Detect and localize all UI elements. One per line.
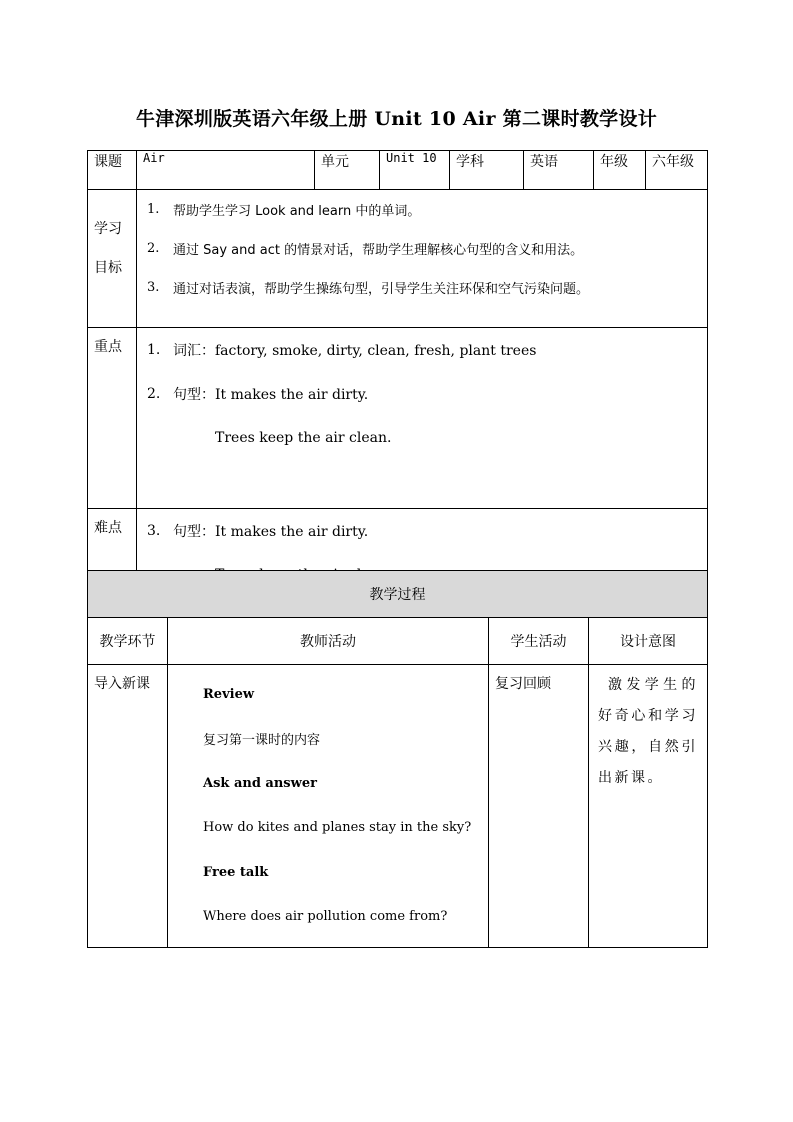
key-points-label: 重点 [88,328,137,509]
objective-item: 2. 通过 Say and act 的情景对话，帮助学生理解核心句型的含义和用法。 [147,241,584,258]
design-intent-cell [589,665,708,948]
objectives-label-line-1: 学习 [94,221,122,237]
course-label: 课题 [88,151,137,190]
teacher-activity-heading: Ask and answer [203,775,317,791]
difficult-points-label: 难点 [88,509,137,606]
objectives-row [88,190,708,328]
subject-label: 学科 [450,151,524,190]
document-title: 牛津深圳版英语六年级上册 Unit 10 Air 第二课时教学设计 [135,108,658,130]
teaching-process-table [87,570,708,948]
course-value: Air [137,151,315,190]
key-point-item: 2. 句型：It makes the air dirty. [147,386,369,403]
column-header: 教师活动 [168,618,489,665]
key-point-item: 1. 词汇：factory, smoke, dirty, clean, fresh, plant trees [147,342,537,359]
teacher-activity-heading: Review [203,686,255,702]
process-title: 教学过程 [88,571,708,618]
process-row [88,665,708,948]
objective-item: 3. 通过对话表演，帮助学生操练句型，引导学生关注环保和空气污染问题。 [147,280,590,297]
grade-value: 六年级 [646,151,708,190]
process-title-row [88,571,708,618]
objective-item: 1. 帮助学生学习 Look and learn 中的单词。 [147,202,421,219]
objectives-content [137,190,708,328]
grade-label: 年级 [594,151,646,190]
teacher-activity-heading: Free talk [203,864,269,880]
unit-label: 单元 [315,151,380,190]
key-points-content [137,328,708,509]
process-header-row [88,618,708,665]
lesson-info-table [87,150,708,606]
lesson-header-row [88,151,708,190]
teacher-activity-text: How do kites and planes stay in the sky? [203,820,472,836]
student-activity-cell: 复习回顾 [489,665,589,948]
teacher-activity-text: 复习第一课时的内容 [203,733,321,749]
objectives-label-line-2: 目标 [94,260,122,276]
unit-value: Unit 10 [380,151,450,190]
difficult-point-item: 3. 句型：It makes the air dirty. [147,523,369,540]
key-point-item: Trees keep the air clean. [215,430,392,446]
subject-value: 英语 [524,151,594,190]
stage-cell: 导入新课 [88,665,168,948]
column-header: 设计意图 [589,618,708,665]
objectives-label [88,190,137,328]
key-points-row [88,328,708,509]
teacher-activity-cell [168,665,489,948]
column-header: 学生活动 [489,618,589,665]
design-intent-text: 激发学生的好奇心和学习兴趣，自然引出新课。 [598,677,698,786]
teacher-activity-text: Where does air pollution come from? [203,909,448,925]
column-header: 教学环节 [88,618,168,665]
